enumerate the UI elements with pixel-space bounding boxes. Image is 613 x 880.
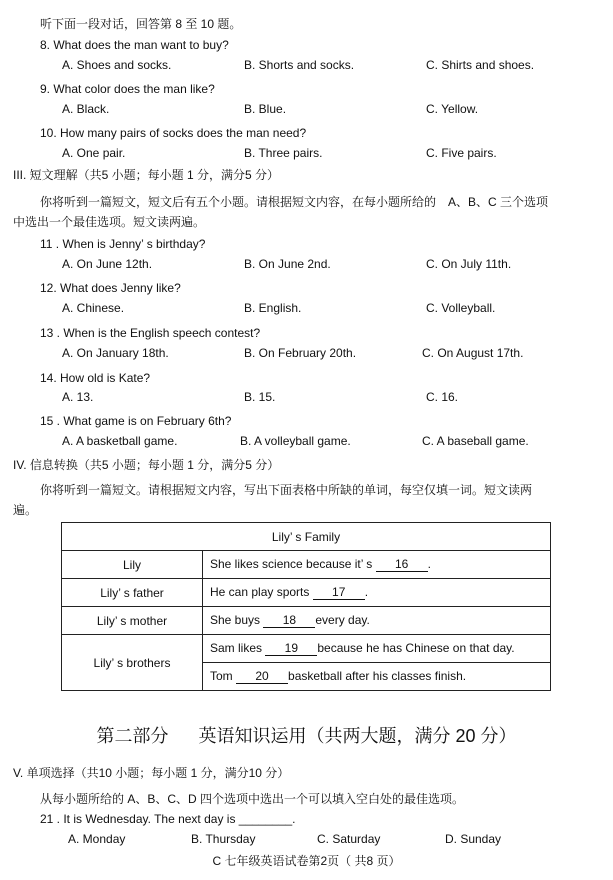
option-12b: B. English. bbox=[244, 301, 302, 315]
option-14a: A. 13. bbox=[62, 390, 94, 404]
part-2-title: 英语知识运用（共两大题，满分 20 分） bbox=[198, 726, 517, 746]
option-9a: A. Black. bbox=[62, 102, 110, 116]
option-14c: C. 16. bbox=[426, 390, 459, 404]
option-9c: C. Yellow. bbox=[426, 102, 479, 116]
table-cell-person: Lily bbox=[62, 551, 203, 579]
table-row bbox=[62, 635, 551, 663]
question-stem-21: 21 . It is Wednesday. The next day is ________. bbox=[40, 812, 296, 826]
question-stem-10: 10. How many pairs of socks does the man need? bbox=[40, 126, 307, 140]
table-cell-sentence: Sam likes 19 because he has Chinese on that day. bbox=[203, 635, 551, 663]
option-14b: B. 15. bbox=[244, 390, 276, 404]
table-row bbox=[62, 523, 551, 551]
option-8c: C. Shirts and shoes. bbox=[426, 58, 535, 72]
listening-intro-8-10: 听下面一段对话，回答第 8 至 10 题。 bbox=[40, 17, 242, 31]
table-cell-sentence: She likes science because it’ s 16 . bbox=[203, 551, 551, 579]
question-stem-11: 11 . When is Jenny’ s birthday? bbox=[40, 237, 206, 251]
section-3-instructions-line1: 你将听到一篇短文，短文后有五个小题。请根据短文内容，在每小题所给的 A、B、C 三个选项 bbox=[40, 195, 549, 209]
table-cell-person: Lily’ s father bbox=[62, 579, 203, 607]
table-cell-sentence: Tom 20 basketball after his classes finish. bbox=[203, 663, 551, 691]
table-cell-sentence: He can play sports 17 . bbox=[203, 579, 551, 607]
table-row bbox=[62, 551, 551, 579]
table-cell-sentence: She buys 18 every day. bbox=[203, 607, 551, 635]
section-3-instructions-line2: 中选出一个最佳选项。短文读两遍。 bbox=[13, 215, 206, 229]
page-footer: C 七年级英语试卷第2页（ 共8 页） bbox=[212, 854, 401, 868]
answer-blank: 16 bbox=[376, 558, 428, 572]
option-8a: A. Shoes and socks. bbox=[62, 58, 172, 72]
option-13b: B. On February 20th. bbox=[244, 346, 357, 360]
option-10a: A. One pair. bbox=[62, 146, 126, 160]
answer-blank: 17 bbox=[313, 586, 365, 600]
section-3-heading: III. 短文理解（共5 小题；每小题 1 分，满分5 分） bbox=[13, 168, 280, 182]
question-stem-8: 8. What does the man want to buy? bbox=[40, 38, 229, 52]
option-21a: A. Monday bbox=[68, 832, 126, 846]
section-4-instructions-line1: 你将听到一篇短文。请根据短文内容，写出下面表格中所缺的单词，每空仅填一词。短文读两 bbox=[40, 483, 533, 497]
question-stem-14: 14. How old is Kate? bbox=[40, 371, 151, 385]
answer-blank: 18 bbox=[263, 614, 315, 628]
option-21c: C. Saturday bbox=[317, 832, 381, 846]
part-2-heading bbox=[0, 722, 613, 748]
question-stem-12: 12. What does Jenny like? bbox=[40, 281, 181, 295]
lily-family-table bbox=[61, 522, 551, 691]
option-10b: B. Three pairs. bbox=[244, 146, 323, 160]
section-5-heading: V. 单项选择（共10 小题；每小题 1 分，满分10 分） bbox=[13, 766, 290, 780]
section-5-instructions: 从每小题所给的 A、B、C、D 四个选项中选出一个可以填入空白处的最佳选项。 bbox=[40, 792, 465, 806]
table-row bbox=[62, 579, 551, 607]
option-8b: B. Shorts and socks. bbox=[244, 58, 355, 72]
question-stem-13: 13 . When is the English speech contest? bbox=[40, 326, 261, 340]
option-15b: B. A volleyball game. bbox=[240, 434, 351, 448]
question-stem-9: 9. What color does the man like? bbox=[40, 82, 215, 96]
table-title: Lily’ s Family bbox=[62, 523, 551, 551]
section-4-heading: IV. 信息转换（共5 小题；每小题 1 分，满分5 分） bbox=[13, 458, 280, 472]
option-15a: A. A basketball game. bbox=[62, 434, 178, 448]
answer-blank: 20 bbox=[236, 670, 288, 684]
option-11c: C. On July 11th. bbox=[426, 257, 512, 271]
part-2-label: 第二部分 bbox=[96, 726, 169, 746]
option-11b: B. On June 2nd. bbox=[244, 257, 331, 271]
section-4-instructions-line2: 遍。 bbox=[13, 503, 38, 517]
option-12a: A. Chinese. bbox=[62, 301, 125, 315]
option-13a: A. On January 18th. bbox=[62, 346, 169, 360]
table-cell-person: Lily’ s brothers bbox=[62, 635, 203, 691]
option-11a: A. On June 12th. bbox=[62, 257, 153, 271]
option-21d: D. Sunday bbox=[445, 832, 502, 846]
option-13c: C. On August 17th. bbox=[422, 346, 524, 360]
option-21b: B. Thursday bbox=[191, 832, 256, 846]
question-stem-15: 15 . What game is on February 6th? bbox=[40, 414, 232, 428]
table-cell-person: Lily’ s mother bbox=[62, 607, 203, 635]
option-9b: B. Blue. bbox=[244, 102, 287, 116]
option-10c: C. Five pairs. bbox=[426, 146, 497, 160]
option-12c: C. Volleyball. bbox=[426, 301, 496, 315]
table-row bbox=[62, 607, 551, 635]
answer-blank: 19 bbox=[265, 642, 317, 656]
option-15c: C. A baseball game. bbox=[422, 434, 529, 448]
